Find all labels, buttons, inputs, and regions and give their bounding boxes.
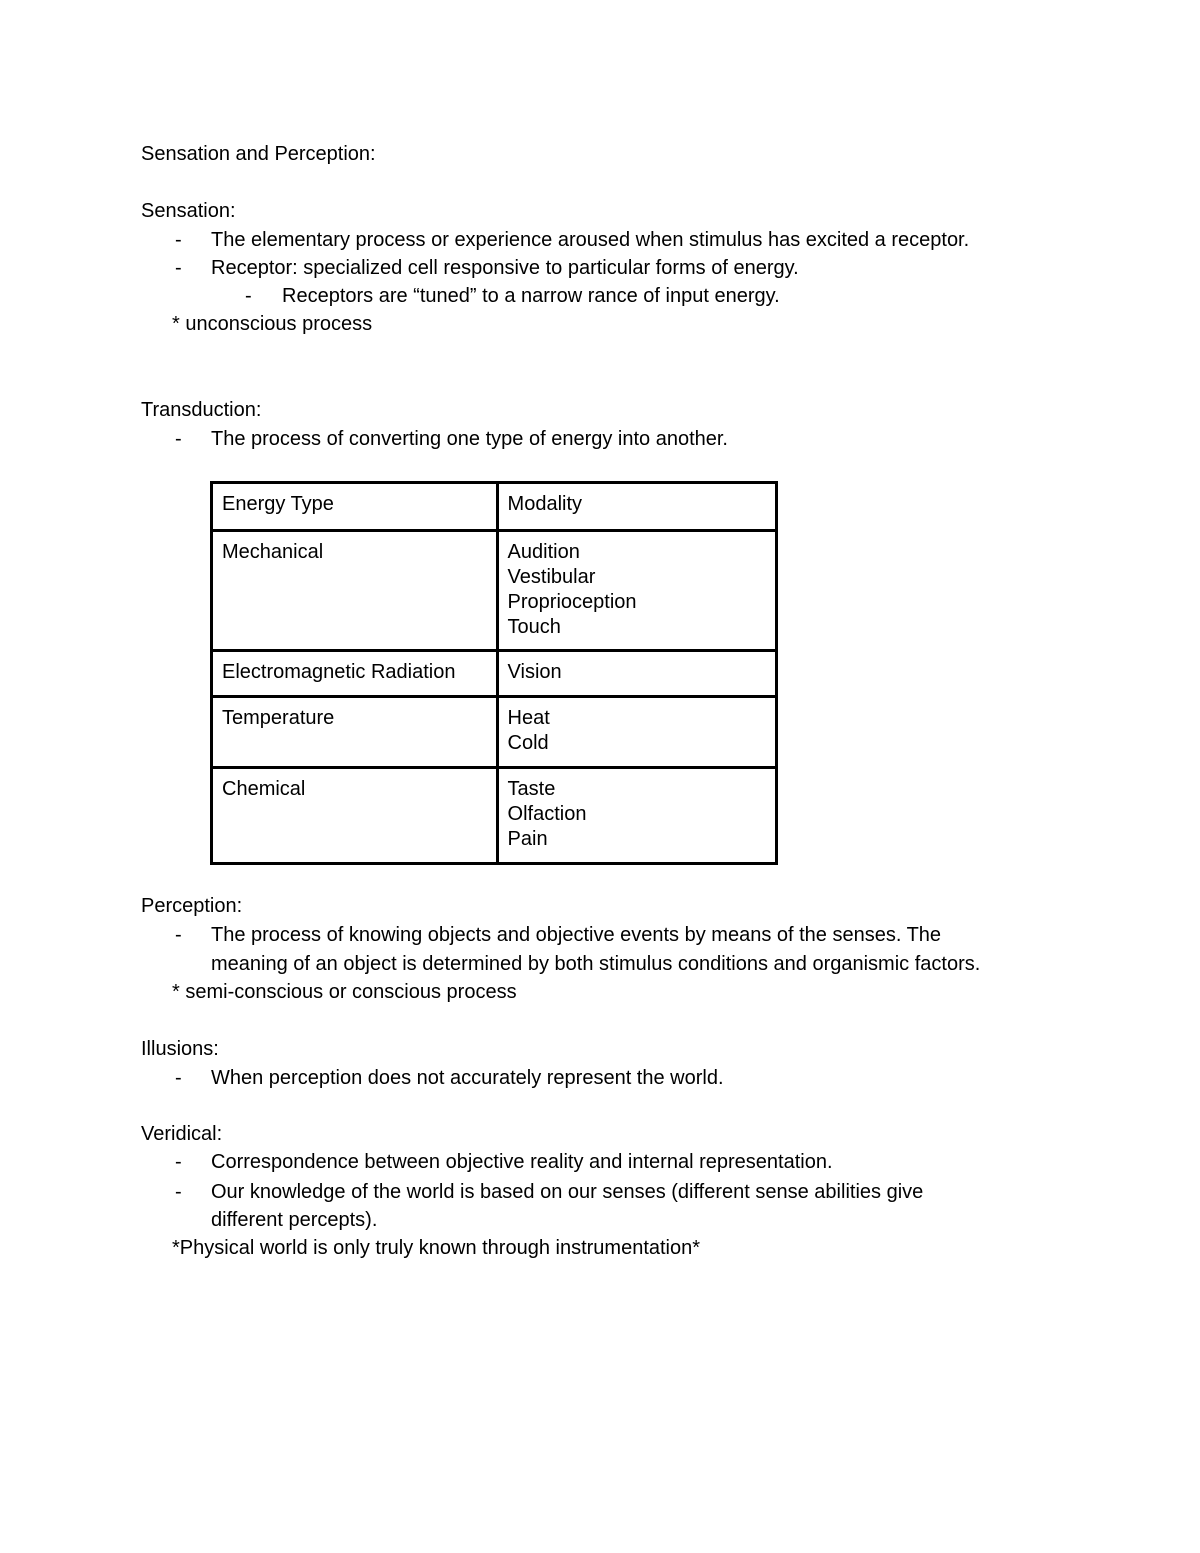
modality-item: Heat bbox=[507, 707, 550, 729]
table-header-modality: Modality bbox=[497, 483, 776, 531]
sensation-sub-bullet: Receptors are “tuned” to a narrow rance of input energy. bbox=[282, 285, 780, 307]
modality-item: Touch bbox=[507, 616, 561, 638]
modality-item: Audition bbox=[507, 541, 580, 563]
energy-cell: Mechanical bbox=[212, 531, 498, 651]
energy-cell: Electromagnetic Radiation bbox=[212, 651, 498, 697]
bullet-dash: - bbox=[175, 924, 182, 946]
modality-cell bbox=[497, 697, 776, 768]
illusions-heading: Illusions: bbox=[141, 1038, 219, 1060]
sensation-bullet-1: The elementary process or experience aroused when stimulus has excited a receptor. bbox=[211, 229, 970, 251]
modality-item: Taste bbox=[507, 778, 556, 800]
bullet-dash: - bbox=[175, 1067, 182, 1089]
sensation-note: * unconscious process bbox=[172, 313, 373, 335]
bullet-dash: - bbox=[175, 428, 182, 450]
table-header-row bbox=[212, 483, 777, 531]
modality-item: Cold bbox=[507, 732, 549, 754]
modality-cell bbox=[497, 651, 776, 697]
sensation-bullet-2: Receptor: specialized cell responsive to particular forms of energy. bbox=[211, 257, 799, 279]
modality-item: Proprioception bbox=[507, 591, 637, 613]
perception-heading: Perception: bbox=[141, 895, 243, 917]
illusions-bullet-1: When perception does not accurately represent the world. bbox=[211, 1067, 724, 1089]
table-row bbox=[212, 768, 777, 864]
sensation-heading: Sensation: bbox=[141, 200, 236, 222]
perception-bullet-line-2: meaning of an object is determined by both stimulus conditions and organismic factors. bbox=[211, 953, 981, 975]
modality-cell bbox=[497, 768, 776, 864]
energy-cell: Chemical bbox=[212, 768, 498, 864]
bullet-dash: - bbox=[175, 1181, 182, 1203]
sub-bullet-dash: - bbox=[245, 285, 252, 307]
energy-modality-table bbox=[210, 481, 778, 865]
veridical-note: *Physical world is only truly known through instrumentation* bbox=[172, 1237, 701, 1259]
energy-cell: Temperature bbox=[212, 697, 498, 768]
perception-bullet-line-1: The process of knowing objects and objective events by means of the senses. The bbox=[211, 924, 942, 946]
veridical-heading: Veridical: bbox=[141, 1123, 223, 1145]
veridical-bullet-2-line-1: Our knowledge of the world is based on our senses (different sense abilities give bbox=[211, 1181, 924, 1203]
modality-item: Vision bbox=[507, 661, 562, 683]
veridical-bullet-2-line-2: different percepts). bbox=[211, 1209, 378, 1231]
bullet-dash: - bbox=[175, 1151, 182, 1173]
table-row bbox=[212, 651, 777, 697]
modality-item: Vestibular bbox=[507, 566, 596, 588]
veridical-bullet-1: Correspondence between objective reality and internal representation. bbox=[211, 1151, 833, 1173]
modality-item: Olfaction bbox=[507, 803, 587, 825]
modality-item: Pain bbox=[507, 828, 548, 850]
transduction-bullet-1: The process of converting one type of energy into another. bbox=[211, 428, 728, 450]
bullet-dash: - bbox=[175, 229, 182, 251]
table-header-energy-type: Energy Type bbox=[212, 483, 498, 531]
perception-note: * semi-conscious or conscious process bbox=[172, 981, 517, 1003]
modality-cell bbox=[497, 531, 776, 651]
document-title: Sensation and Perception: bbox=[141, 143, 376, 165]
bullet-dash: - bbox=[175, 257, 182, 279]
table-row bbox=[212, 697, 777, 768]
transduction-heading: Transduction: bbox=[141, 399, 262, 421]
table-row bbox=[212, 531, 777, 651]
